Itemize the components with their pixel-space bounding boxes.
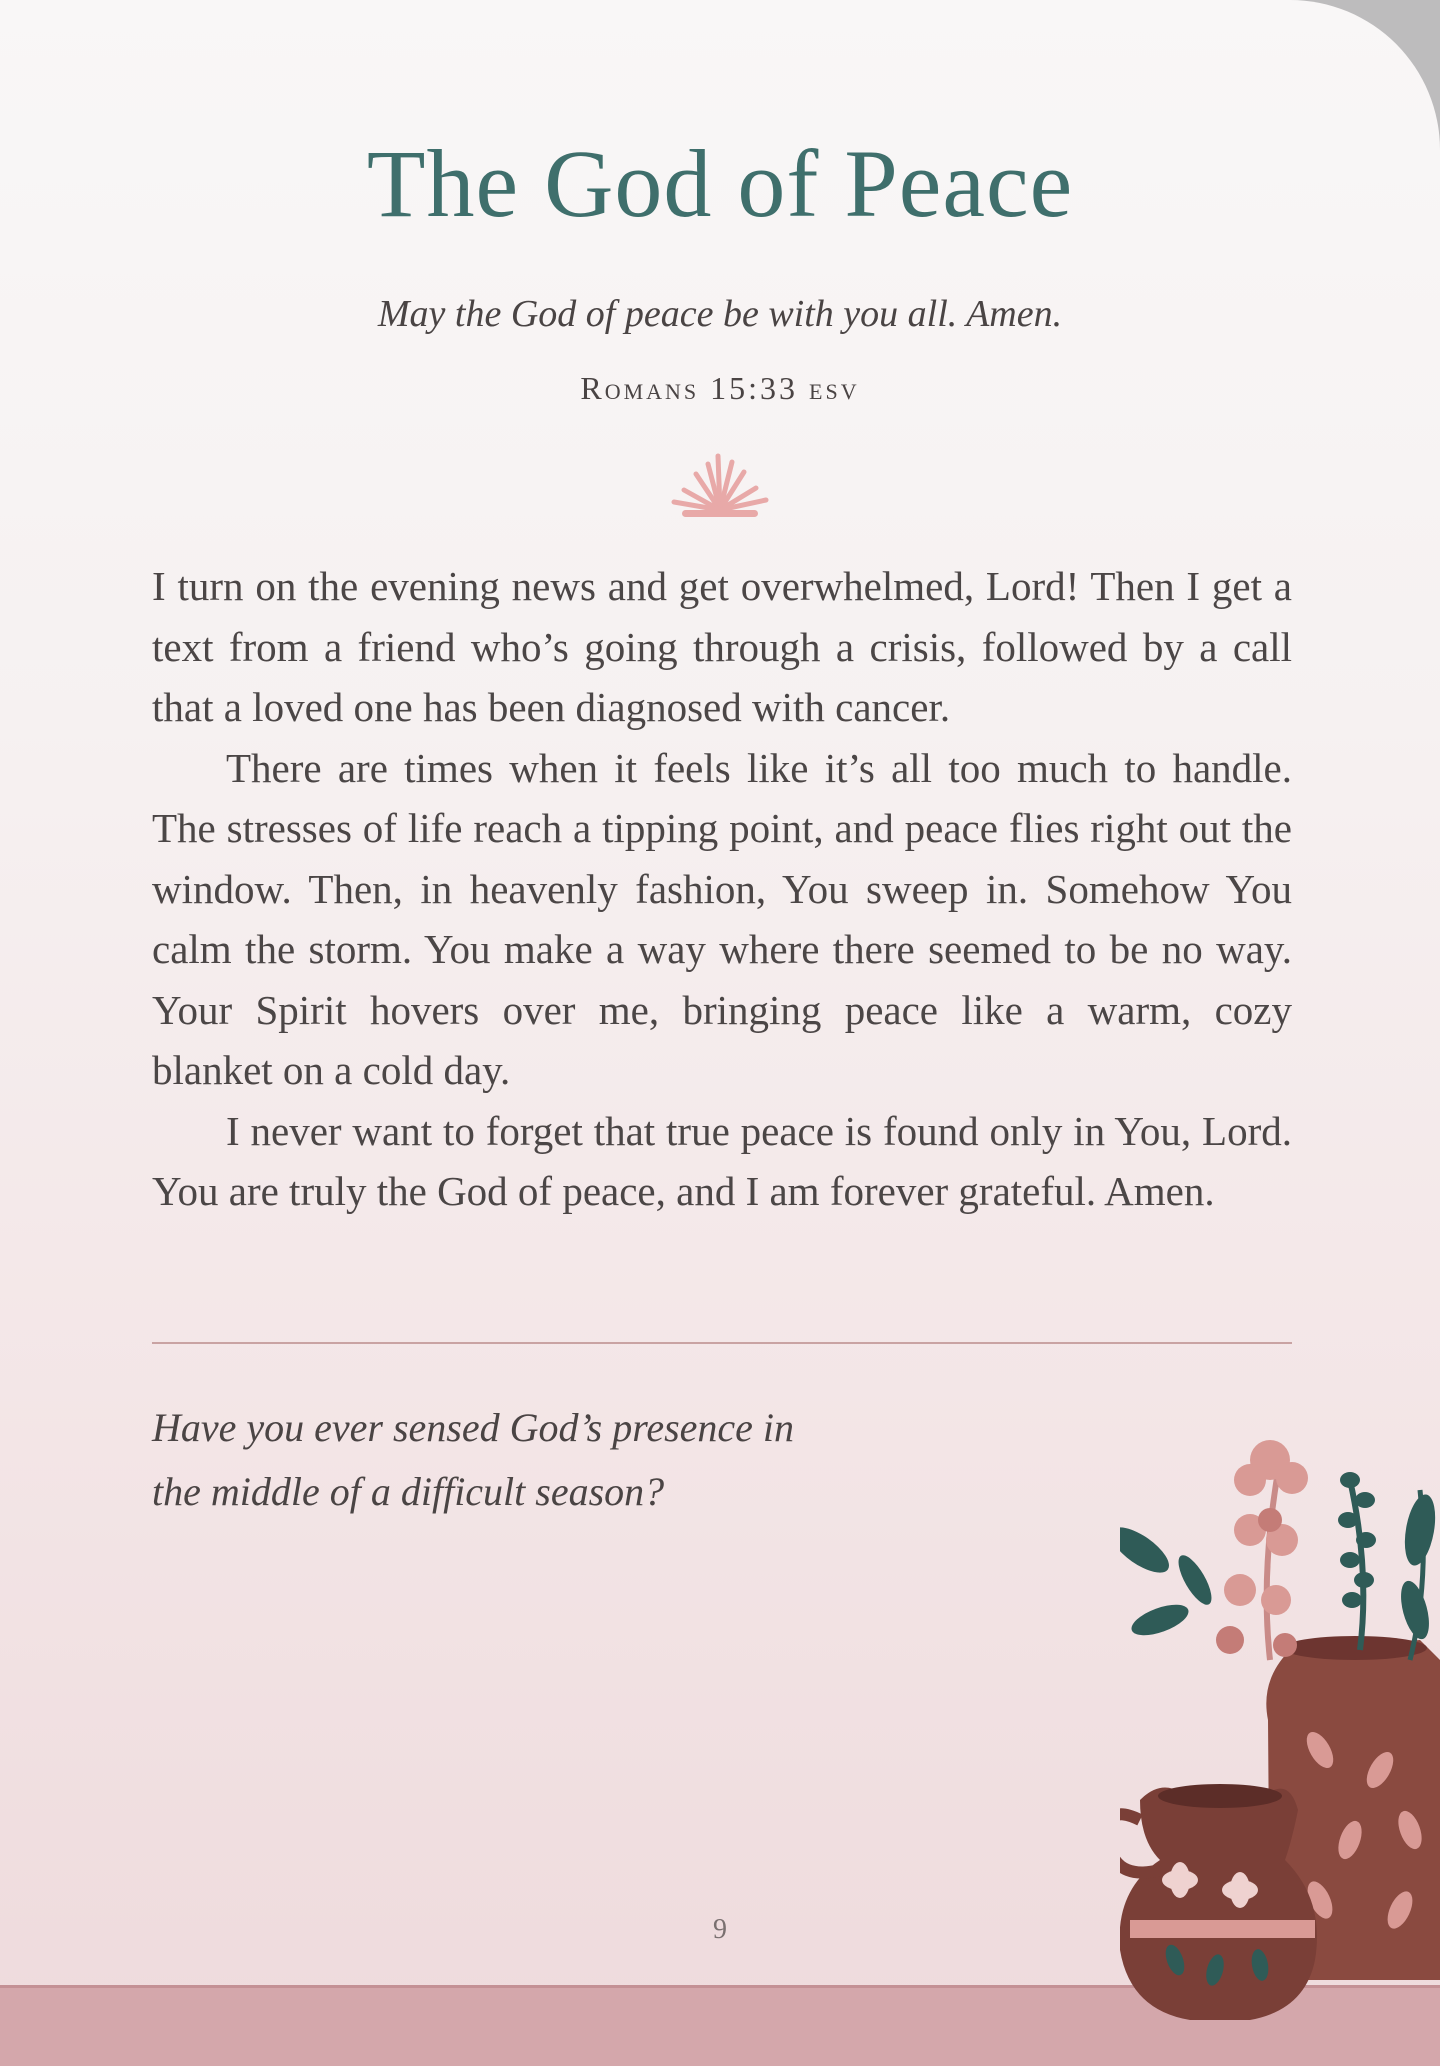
grass-tuft-icon <box>668 448 772 524</box>
scripture-reference: Romans 15:33 esv <box>580 370 860 406</box>
body-paragraph-3: I never want to forget that true peace is found only in You, Lord. You are truly the God of peace, and I am forever grateful. Amen. <box>152 1107 1292 1214</box>
prayer-body <box>152 556 1292 1222</box>
body-paragraph-1: I turn on the evening news and get overwhelmed, Lord! Then I get a text from a friend who’s going through a crisis, followed by a call that a loved one has been diagnosed with cancer. <box>152 563 1292 730</box>
question-line-2: the middle of a difficult season? <box>152 1469 665 1514</box>
body-paragraph-2: There are times when it feels like it’s all too much to handle. The stresses of life reach a tipping point, and peace flies right out the window. Then, in heavenly fashion, You sweep in. Somehow You calm the storm. You make a way where there seemed to be no way. Your Spirit hovers over me, bringing peace like a warm, cozy blanket on a cold day. <box>152 744 1292 1093</box>
scripture-verse: May the God of peace be with you all. Amen. <box>377 293 1063 335</box>
page-number: 9 <box>713 1914 727 1945</box>
question-line-1: Have you ever sensed God’s presence in <box>152 1405 795 1450</box>
potted-plants-illustration <box>1120 1420 1440 2040</box>
reflection-question <box>152 1396 872 1524</box>
page-title: The God of Peace <box>366 130 1074 237</box>
section-divider <box>152 1342 1292 1344</box>
